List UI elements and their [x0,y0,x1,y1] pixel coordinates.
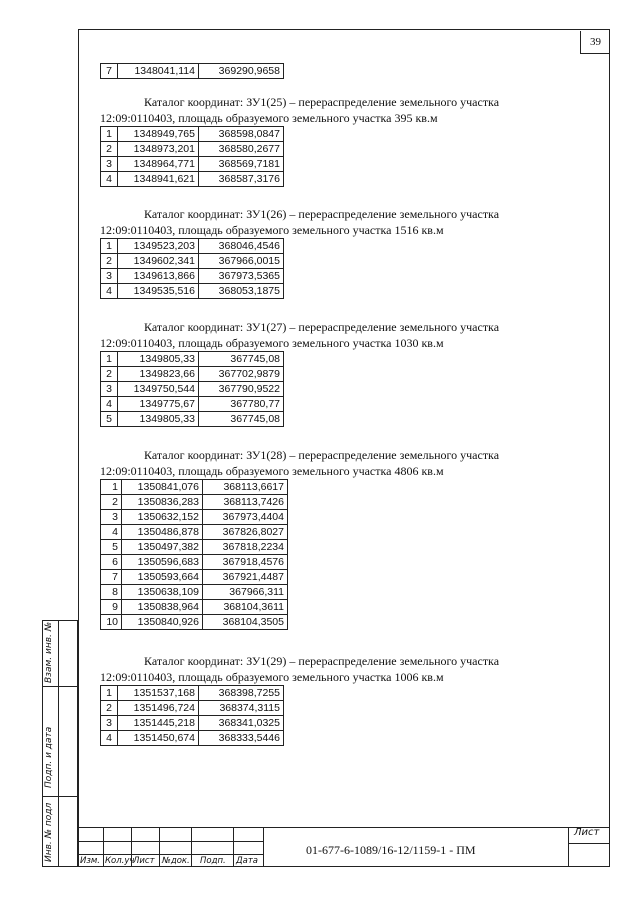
table-row [101,412,284,427]
catalog-heading-line2: 12:09:0110403, площадь образуемого земельного участка 1030 кв.м [100,336,444,350]
coord-cell-x: 1350497,382 [122,540,203,555]
coord-cell-y: 367818,2234 [203,540,288,555]
stamp-col-izm: Изм. [80,856,100,866]
coord-cell-x: 1349613,866 [118,269,199,284]
coord-cell-y: 367973,4404 [203,510,288,525]
table-row [101,127,284,142]
coord-cell-y: 368333,5446 [199,731,284,746]
stamp-col-podp: Подп. [200,856,226,866]
coord-cell-x: 1349823,66 [118,367,199,382]
coord-cell-y: 368374,3115 [199,701,284,716]
coord-cell-x: 1350840,926 [122,615,203,630]
coord-cell-n: 10 [101,615,122,630]
coords-table [100,126,284,187]
catalog-heading [100,206,580,238]
coord-cell-y: 367921,4487 [203,570,288,585]
coord-cell-x: 1349750,544 [118,382,199,397]
coord-cell-x: 1348964,771 [118,157,199,172]
table-row [101,64,284,79]
coord-cell-x: 1351450,674 [118,731,199,746]
table-row [101,142,284,157]
coord-cell-y: 368587,3176 [199,172,284,187]
table-row [101,367,284,382]
sign-date-label: Подп. и дата [44,726,54,788]
coord-cell-n: 8 [101,585,122,600]
coord-cell-n: 3 [101,269,118,284]
stamp-col-kolich: Кол.уч [105,856,135,866]
coord-cell-n: 2 [101,701,118,716]
coord-cell-n: 9 [101,600,122,615]
coord-cell-x: 1351496,724 [118,701,199,716]
left-strip-divider [58,620,59,867]
coords-table-continued [100,63,284,79]
stamp-col-list: Лист [133,856,155,866]
coord-cell-y: 367918,4576 [203,555,288,570]
table-row [101,585,288,600]
table-row [101,352,284,367]
coord-cell-x: 1350593,664 [122,570,203,585]
table-row [101,157,284,172]
coord-cell-x: 1351445,218 [118,716,199,731]
table-row [101,600,288,615]
sheet-label: Лист [574,827,600,838]
catalog-heading-line1: Каталог координат: ЗУ1(29) – перераспределение земельного участка [144,654,500,668]
table-row [101,570,288,585]
coord-cell-n: 4 [101,397,118,412]
coord-cell-x: 1349805,33 [118,352,199,367]
vzam-inv-label: Взам. инв. № [44,621,54,683]
table-row [101,172,284,187]
coord-cell-y: 367973,5365 [199,269,284,284]
coord-cell-n: 1 [101,480,122,495]
coords-table [100,685,284,746]
table-row [101,731,284,746]
coord-cell-y: 367745,08 [199,412,284,427]
table-row [101,540,288,555]
coord-cell-n: 7 [101,570,122,585]
catalog-heading [100,94,580,126]
catalog-heading-line2: 12:09:0110403, площадь образуемого земельного участка 4806 кв.м [100,464,444,478]
coord-cell-n: 1 [101,352,118,367]
coord-cell-n: 3 [101,510,122,525]
table-row [101,495,288,510]
table-row [101,480,288,495]
coord-cell-n: 4 [101,172,118,187]
catalog-heading [100,319,580,351]
table-row [101,397,284,412]
table-row [101,239,284,254]
coord-cell-x: 1350486,878 [122,525,203,540]
coord-cell-y: 368104,3505 [203,615,288,630]
coord-cell-y: 368046,4546 [199,239,284,254]
coord-cell-y: 368569,7181 [199,157,284,172]
coord-cell-x: 1348949,765 [118,127,199,142]
stamp-col-ndok: №док. [162,856,190,866]
coord-cell-n: 5 [101,412,118,427]
coord-cell-x: 1349602,341 [118,254,199,269]
table-row [101,525,288,540]
coord-cell-n: 2 [101,254,118,269]
table-row [101,382,284,397]
coord-cell-y: 367826,8027 [203,525,288,540]
document-code: 01-677-6-1089/16-12/1159-1 - ПМ [306,843,476,857]
coords-table [100,351,284,427]
coord-cell-y: 367780,77 [199,397,284,412]
coords-table [100,479,288,630]
catalog-heading-line1: Каталог координат: ЗУ1(25) – перераспределение земельного участка [144,95,500,109]
catalog-heading-line1: Каталог координат: ЗУ1(26) – перераспределение земельного участка [144,207,500,221]
coord-cell-n: 2 [101,495,122,510]
catalog-heading [100,447,580,479]
title-block [78,827,610,867]
stamp-col-data: Дата [236,856,259,866]
coord-cell-x: 1349523,203 [118,239,199,254]
coord-cell-n: 4 [101,284,118,299]
coord-cell-n: 3 [101,157,118,172]
coord-cell-x: 1350632,152 [122,510,203,525]
coord-cell-y: 367702,9879 [199,367,284,382]
coord-cell-n: 6 [101,555,122,570]
table-row [101,701,284,716]
coord-cell-x: 1349805,33 [118,412,199,427]
coord-cell-n: 3 [101,382,118,397]
coord-cell-y: 367966,0015 [199,254,284,269]
catalog-heading [100,653,580,685]
coord-cell-n: 7 [101,64,118,79]
coord-cell-n: 5 [101,540,122,555]
table-row [101,269,284,284]
coord-cell-n: 1 [101,686,118,701]
coord-cell-y: 368113,7426 [203,495,288,510]
coord-cell-y: 368113,6617 [203,480,288,495]
coord-cell-x: 1348973,201 [118,142,199,157]
coords-table [100,238,284,299]
coord-cell-y: 369290,9658 [199,64,284,79]
coord-cell-x: 1350841,076 [122,480,203,495]
coord-cell-y: 367790,9522 [199,382,284,397]
catalog-heading-line1: Каталог координат: ЗУ1(28) – перераспределение земельного участка [144,448,500,462]
coord-cell-y: 368104,3611 [203,600,288,615]
coord-cell-y: 368398,7255 [199,686,284,701]
coord-cell-x: 1348941,621 [118,172,199,187]
coord-cell-y: 368598,0847 [199,127,284,142]
coord-cell-x: 1351537,168 [118,686,199,701]
page-number: 39 [580,31,610,54]
coord-cell-x: 1350836,283 [122,495,203,510]
coord-cell-n: 3 [101,716,118,731]
catalog-heading-line1: Каталог координат: ЗУ1(27) – перераспределение земельного участка [144,320,500,334]
coord-cell-y: 367966,311 [203,585,288,600]
coord-cell-x: 1348041,114 [118,64,199,79]
table-row [101,686,284,701]
coord-cell-x: 1350838,964 [122,600,203,615]
table-row [101,615,288,630]
coord-cell-n: 4 [101,731,118,746]
coord-cell-n: 1 [101,239,118,254]
coord-cell-x: 1350638,109 [122,585,203,600]
table-row [101,284,284,299]
coord-cell-x: 1350596,683 [122,555,203,570]
coord-cell-y: 368341,0325 [199,716,284,731]
table-row [101,510,288,525]
catalog-heading-line2: 12:09:0110403, площадь образуемого земельного участка 395 кв.м [100,111,438,125]
inv-orig-label: Инв. № подл [44,802,54,862]
coord-cell-x: 1349535,516 [118,284,199,299]
table-row [101,555,288,570]
catalog-heading-line2: 12:09:0110403, площадь образуемого земельного участка 1516 кв.м [100,223,444,237]
coord-cell-n: 2 [101,142,118,157]
coord-cell-y: 367745,08 [199,352,284,367]
coord-cell-y: 368053,1875 [199,284,284,299]
coord-cell-n: 1 [101,127,118,142]
catalog-heading-line2: 12:09:0110403, площадь образуемого земельного участка 1006 кв.м [100,670,444,684]
coord-cell-n: 2 [101,367,118,382]
table-row [101,716,284,731]
coord-cell-y: 368580,2677 [199,142,284,157]
coord-cell-x: 1349775,67 [118,397,199,412]
coord-cell-n: 4 [101,525,122,540]
table-row [101,254,284,269]
